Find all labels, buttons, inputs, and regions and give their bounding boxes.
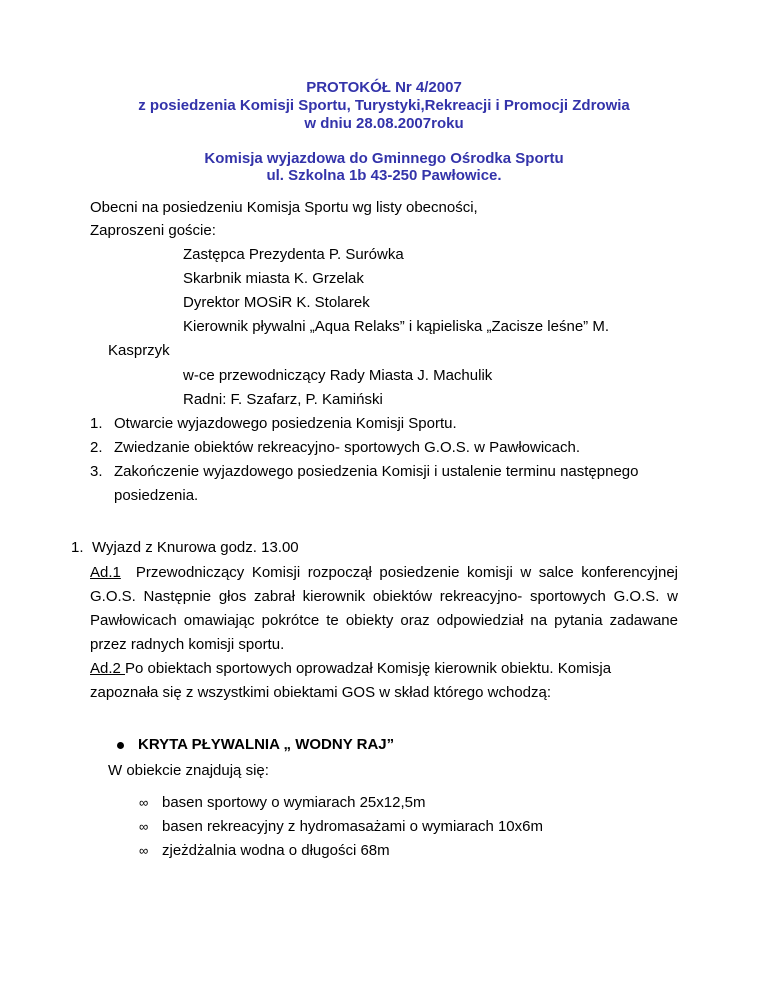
- ad2-label: Ad.2: [90, 660, 126, 677]
- agenda-number: 2.: [90, 439, 103, 456]
- agenda-item: Zakończenie wyjazdowego posiedzenia Komisji i ustalenie terminu następnego: [114, 463, 639, 480]
- guest-item-wrap: Kasprzyk: [108, 342, 170, 359]
- ad1-label: Ad.1: [90, 564, 121, 581]
- guest-item: Dyrektor MOSiR K. Stolarek: [183, 294, 370, 311]
- infinity-bullet-icon: ∞: [139, 795, 149, 810]
- guest-item: Skarbnik miasta K. Grzelak: [183, 270, 364, 287]
- agenda-number: 1.: [90, 415, 103, 432]
- ad2-line: zapoznała się z wszystkimi obiektami GOS w skład którego wchodzą:: [90, 684, 552, 701]
- agenda-item: Zwiedzanie obiektów rekreacyjno- sportowych G.O.S. w Pawłowicach.: [114, 439, 581, 456]
- facility-item: basen sportowy o wymiarach 25x12,5m: [162, 794, 426, 811]
- guests-label: Zaproszeni goście:: [90, 222, 216, 239]
- protocol-title: PROTOKÓŁ Nr 4/2007: [306, 79, 462, 96]
- agenda-number: 3.: [90, 463, 103, 480]
- ad1-text: Przewodniczący Komisji rozpoczął posiedzenie komisji w salce konferencyjnej: [135, 564, 678, 581]
- ad2-text: Po obiektach sportowych oprowadzał Komisję kierownik obiektu. Komisja: [125, 660, 612, 677]
- agenda-item: Otwarcie wyjazdowego posiedzenia Komisji Sportu.: [114, 415, 457, 432]
- ad1-line: [90, 564, 678, 582]
- infinity-bullet-icon: ∞: [139, 843, 149, 858]
- guest-item: w-ce przewodniczący Rady Miasta J. Machulik: [183, 367, 493, 384]
- agenda-item-wrap: posiedzenia.: [114, 487, 199, 504]
- protocol-subtitle: z posiedzenia Komisji Sportu, Turystyki,Rekreacji i Promocji Zdrowia: [138, 97, 630, 114]
- ad1-line: Pawłowicach omawiając pokrótce te obiekty oraz odpowiedział na pytania zadawane: [90, 612, 678, 629]
- ad1-line-last: przez radnych komisji sportu.: [90, 636, 285, 653]
- guest-item: Radni: F. Szafarz, P. Kamiński: [183, 391, 383, 408]
- facility-intro: W obiekcie znajdują się:: [108, 762, 269, 779]
- section-title: Wyjazd z Knurowa godz. 13.00: [92, 539, 299, 556]
- guest-item: Kierownik pływalni „Aqua Relaks” i kąpieliska „Zacisze leśne” M.: [183, 318, 609, 335]
- guest-item: Zastępca Prezydenta P. Surówka: [183, 246, 404, 263]
- facility-item: zjeżdżalnia wodna o długości 68m: [162, 842, 390, 859]
- commission-destination: Komisja wyjazdowa do Gminnego Ośrodka Sportu: [204, 150, 564, 167]
- attendance-present: Obecni na posiedzeniu Komisja Sportu wg listy obecności,: [90, 199, 478, 216]
- protocol-date: w dniu 28.08.2007roku: [304, 115, 464, 132]
- ad2-line: [90, 660, 611, 678]
- facility-item: basen rekreacyjny z hydromasażami o wymiarach 10x6m: [162, 818, 543, 835]
- facility-title: KRYTA PŁYWALNIA „ WODNY RAJ”: [138, 736, 395, 753]
- bullet-dot-icon: [117, 742, 124, 749]
- section-number: 1.: [71, 539, 84, 556]
- destination-address: ul. Szkolna 1b 43-250 Pawłowice.: [266, 167, 502, 184]
- ad1-line: G.O.S. Następnie głos zabrał kierownik obiektów rekreacyjno- sportowych G.O.S. w: [90, 588, 678, 605]
- infinity-bullet-icon: ∞: [139, 819, 149, 834]
